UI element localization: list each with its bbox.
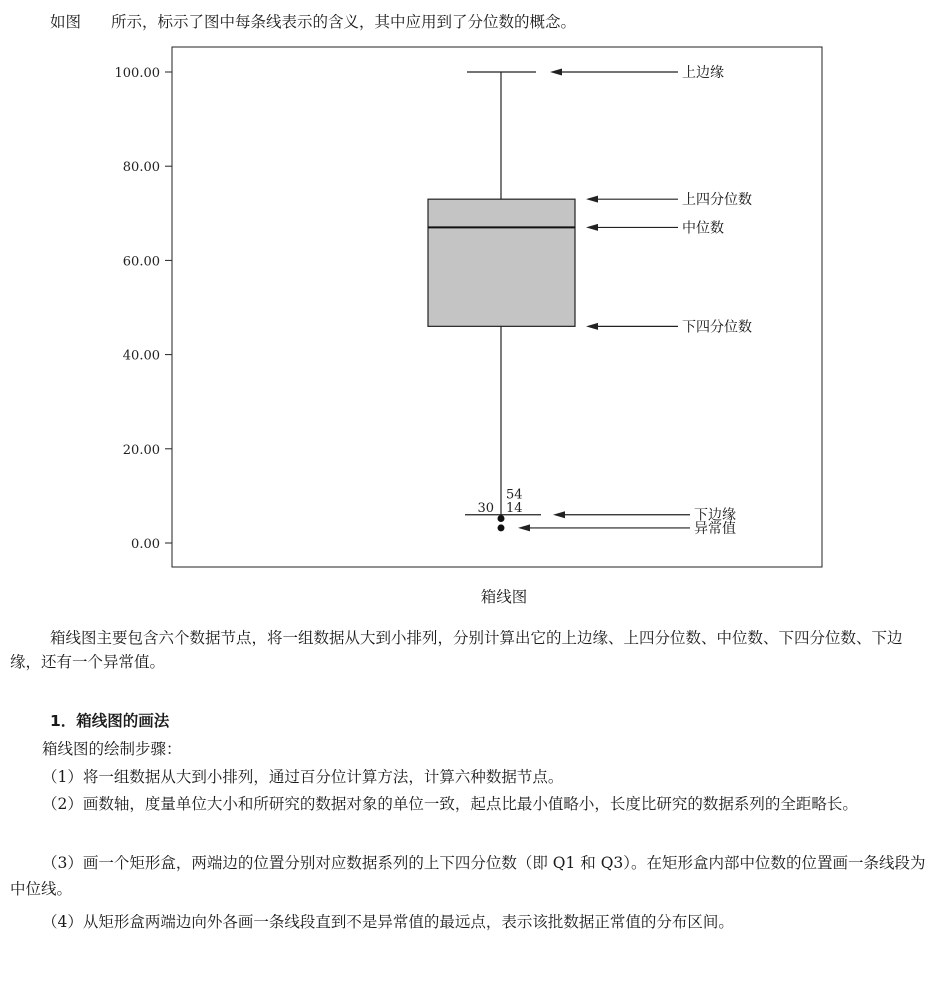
outlier-point [498, 524, 505, 531]
step-2: （2）画数轴，度量单位大小和所研究的数据对象的单位一致，起点比最小值略小，长度比研究的数据系列的全距略长。 [42, 795, 858, 813]
section-heading: 1．箱线图的画法 [50, 712, 170, 730]
annotation-arrowhead [550, 69, 562, 76]
annotation-label: 下四分位数 [682, 319, 752, 336]
annotation-label: 上边缘 [682, 65, 724, 81]
annotation-arrowhead [586, 224, 598, 231]
step-4: （4）从矩形盒两端边向外各画一条线段直到不是异常值的最远点，表示该批数据正常值的分布区间。 [42, 913, 734, 931]
outlier-case-label: 14 [506, 501, 523, 517]
annotation-arrowhead [586, 196, 598, 203]
annotation-arrowhead [586, 323, 598, 330]
y-tick-label: 0.00 [131, 537, 160, 552]
y-tick-label: 100.00 [114, 66, 160, 81]
summary-paragraph: 箱线图主要包含六个数据节点，将一组数据从大到小排列，分别计算出它的上边缘、上四分位数、中位数、下四分位数、下边缘，还有一个异常值。 [10, 629, 903, 671]
annotation-label: 下边缘 [694, 507, 736, 524]
chart-caption: 箱线图 [480, 588, 528, 606]
annotation-label: 中位数 [682, 220, 724, 237]
y-tick-label: 80.00 [122, 160, 160, 176]
box-plot [428, 72, 575, 531]
y-tick-label: 20.00 [122, 442, 160, 458]
steps-lead: 箱线图的绘制步骤： [42, 740, 182, 758]
y-tick-label: 60.00 [122, 254, 160, 270]
annotation-label: 上四分位数 [682, 192, 752, 209]
outlier-point [498, 515, 505, 522]
outlier-case-label: 54 [506, 487, 523, 503]
annotation-arrowhead [518, 524, 530, 531]
intro-part-1: 如图 [50, 13, 82, 31]
interquartile-box [428, 199, 575, 326]
annotation-label: 异常值 [694, 520, 736, 537]
step-1: （1）将一组数据从大到小排列，通过百分位计算方法，计算六种数据节点。 [42, 768, 564, 786]
step-3: （3）画一个矩形盒，两端边的位置分别对应数据系列的上下四分位数（即 Q1 和 Q3）。在矩形盒内部中位数的位置画一条线段为中位线。 [10, 854, 926, 898]
y-tick-label: 40.00 [122, 348, 160, 364]
y-axis [115, 66, 173, 552]
outlier-case-label: 30 [477, 501, 494, 517]
annotation-arrowhead [553, 511, 565, 518]
intro-part-2: 所示，标示了图中每条线表示的含义，其中应用到了分位数的概念。 [111, 13, 577, 31]
